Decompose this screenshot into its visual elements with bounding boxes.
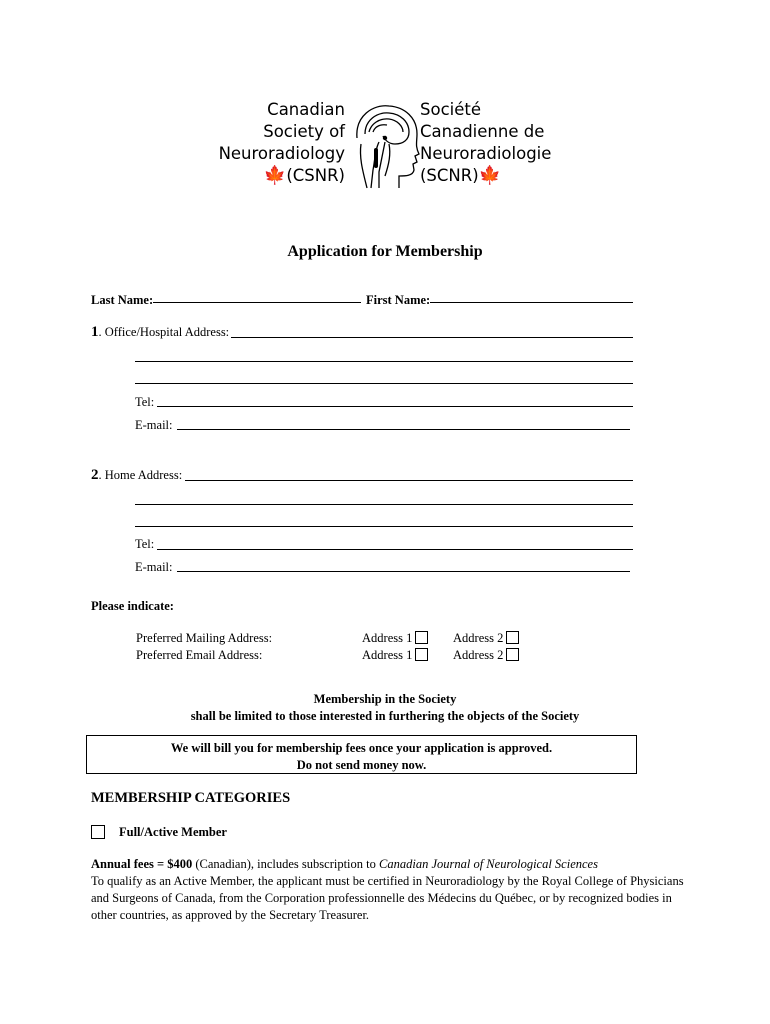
- office-tel-label: Tel:: [135, 395, 155, 409]
- office-tel-field[interactable]: [157, 406, 633, 407]
- brain-head-logo-icon: [345, 98, 425, 190]
- full-active-label: Full/Active Member: [119, 825, 227, 839]
- logo-text-english: [203, 99, 345, 187]
- billing-notice-box: [86, 735, 637, 774]
- billing-notice-line2: Do not send money now.: [296, 758, 427, 772]
- office-email-field[interactable]: [177, 429, 630, 430]
- home-tel-field[interactable]: [157, 549, 633, 550]
- fees-paragraph: Annual fees = $400 (Canadian), includes subscription to Canadian Journal of Neurological Sciences To qualify as an Active Member, the applicant must be certified in Neuroradiology by the Royal College of Physicians and Surgeons of Canada, from the Corporation professionnelle des Médecins du Québec, or by recognized bodies in other countries, as approved by the Secretary Treasurer.: [91, 857, 684, 922]
- home-email-label: E-mail:: [135, 560, 173, 574]
- first-name-field[interactable]: [430, 302, 633, 303]
- mailing-address1-option[interactable]: Address 1: [362, 631, 428, 646]
- logo-line: Société: [420, 100, 481, 119]
- office-address-field-line3[interactable]: [135, 383, 633, 384]
- billing-notice-line1: We will bill you for membership fees once your application is approved.: [170, 741, 553, 755]
- email-address2-option[interactable]: Address 2: [453, 648, 519, 663]
- home-address-field-line3[interactable]: [135, 526, 633, 527]
- mailing-address1-checkbox[interactable]: [415, 631, 428, 644]
- preferred-mailing-label: Preferred Mailing Address:: [136, 631, 273, 645]
- home-address-field-line2[interactable]: [135, 504, 633, 505]
- logo-line: Society of: [263, 122, 345, 141]
- logo-line: Neuroradiology: [218, 144, 345, 163]
- office-email-label: E-mail:: [135, 418, 173, 432]
- email-address1-option[interactable]: Address 1: [362, 648, 428, 663]
- journal-name: Canadian Journal of Neurological Sciences: [379, 857, 598, 871]
- home-email-field[interactable]: [177, 571, 630, 572]
- home-tel-label: Tel:: [135, 537, 155, 551]
- last-name-field[interactable]: [153, 302, 361, 303]
- email-address1-checkbox[interactable]: [415, 648, 428, 661]
- mailing-address2-checkbox[interactable]: [506, 631, 519, 644]
- office-address-label: 1. Office/Hospital Address:: [91, 324, 230, 340]
- home-address-field[interactable]: [185, 480, 633, 481]
- email-address2-checkbox[interactable]: [506, 648, 519, 661]
- logo-line: Canadienne de: [420, 122, 545, 141]
- maple-leaf-icon: 🍁: [263, 165, 287, 186]
- logo-line: Neuroradiologie: [420, 144, 552, 163]
- qualification-text: To qualify as an Active Member, the applicant must be certified in Neuroradiology by the Royal College of Physicians and Surgeons of Canada, from the Corporation professionnelle des Médecins du Québec, or by recognized bodies in other countries, as approved by the Secretary Treasurer.: [91, 874, 684, 922]
- preferred-email-label: Preferred Email Address:: [136, 648, 263, 662]
- office-address-field[interactable]: [231, 337, 633, 338]
- logo-line: (SCNR)🍁: [420, 165, 502, 186]
- membership-note-line1: Membership in the Society: [313, 692, 457, 706]
- annual-fees: Annual fees = $400: [91, 857, 193, 871]
- logo-text-french: [420, 99, 580, 187]
- logo-line: 🍁(CSNR): [263, 165, 345, 186]
- please-indicate-heading: Please indicate:: [91, 599, 174, 613]
- logo-line: Canadian: [267, 100, 345, 119]
- membership-note-line2: shall be limited to those interested in furthering the objects of the Society: [190, 709, 580, 723]
- full-active-checkbox[interactable]: [91, 825, 105, 839]
- maple-leaf-icon: 🍁: [478, 165, 502, 186]
- home-address-label: 2. Home Address:: [91, 467, 183, 483]
- mailing-address2-option[interactable]: Address 2: [453, 631, 519, 646]
- office-address-field-line2[interactable]: [135, 361, 633, 362]
- membership-categories-heading: MEMBERSHIP CATEGORIES: [91, 790, 291, 806]
- first-name-label: First Name:: [366, 293, 431, 307]
- last-name-label: Last Name:: [91, 293, 154, 307]
- page-title: Application for Membership: [287, 243, 483, 260]
